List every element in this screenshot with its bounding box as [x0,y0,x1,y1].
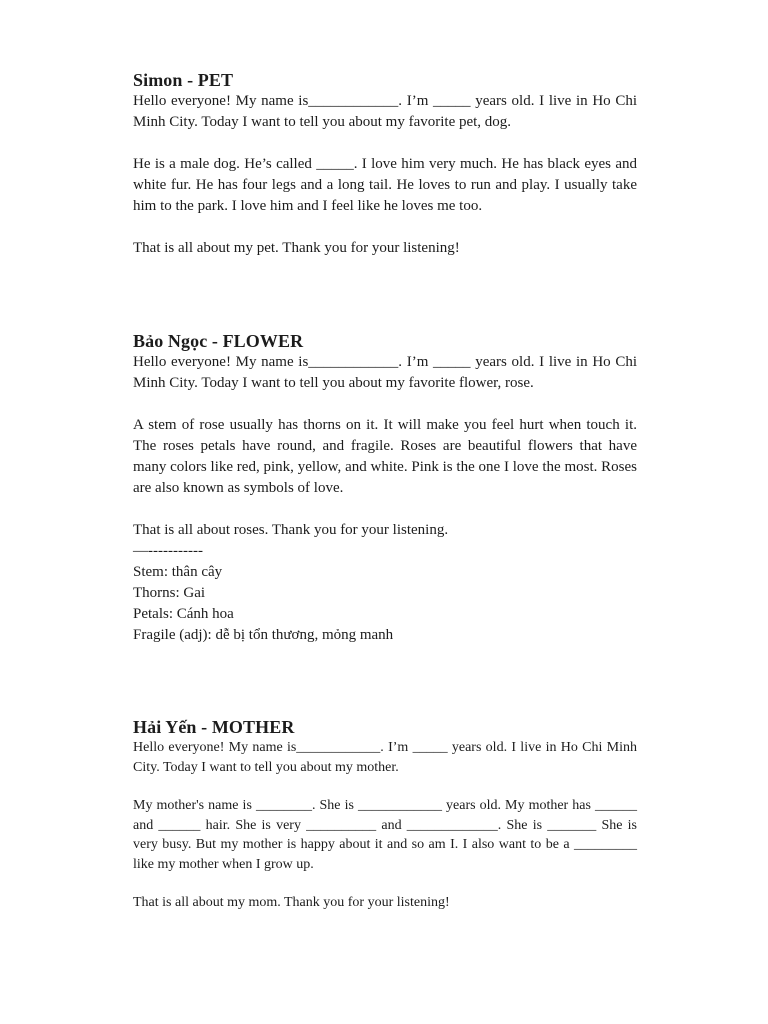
paragraph: That is all about roses. Thank you for your listening. [133,522,449,538]
section-pet [133,69,637,259]
section-mother [133,716,637,913]
section-title: Hải Yến - MOTHER [133,717,295,737]
vocab-item: Stem: thân cây [133,564,223,580]
vocab-item: Petals: Cánh hoa [133,606,234,622]
paragraph: Hello everyone! My name is____________. I’m _____ years old. I live in Ho Chi Minh City. Today I want to tell you about my mother. [133,740,637,775]
vocab-item: Thorns: Gai [133,585,206,601]
divider-line: —----------- [133,543,203,559]
paragraph: That is all about my pet. Thank you for your listening! [133,240,460,256]
paragraph: My mother's name is ________. She is ____________ years old. My mother has ______ and ______ hair. She is very __________ and _____________. She is _______ She is very busy. But my mother is happy about it and so am I. I also want to be a _________ like my mother when I grow up. [133,798,637,872]
vocab-item: Fragile (adj): dễ bị tổn thương, mỏng manh [133,627,394,643]
section-title: Simon - PET [133,70,234,90]
paragraph: Hello everyone! My name is____________. I’m _____ years old. I live in Ho Chi Minh City. Today I want to tell you about my favorite flower, rose. [133,354,637,391]
section-flower [133,330,637,646]
paragraph: Hello everyone! My name is____________. I’m _____ years old. I live in Ho Chi Minh City. Today I want to tell you about my favorite pet, dog. [133,93,637,130]
section-title: Bảo Ngọc - FLOWER [133,331,304,351]
paragraph: He is a male dog. He’s called _____. I love him very much. He has black eyes and white fur. He has four legs and a long tail. He loves to run and play. I usually take him to the park. I love him and I feel like he loves me too. [133,156,637,214]
paragraph: A stem of rose usually has thorns on it. It will make you feel hurt when touch it. The roses petals have round, and fragile. Roses are beautiful flowers that have many colors like red, pink, yellow, and white. Pink is the one I love the most. Roses are also known as symbols of love. [133,417,637,496]
paragraph: That is all about my mom. Thank you for your listening! [133,895,450,910]
